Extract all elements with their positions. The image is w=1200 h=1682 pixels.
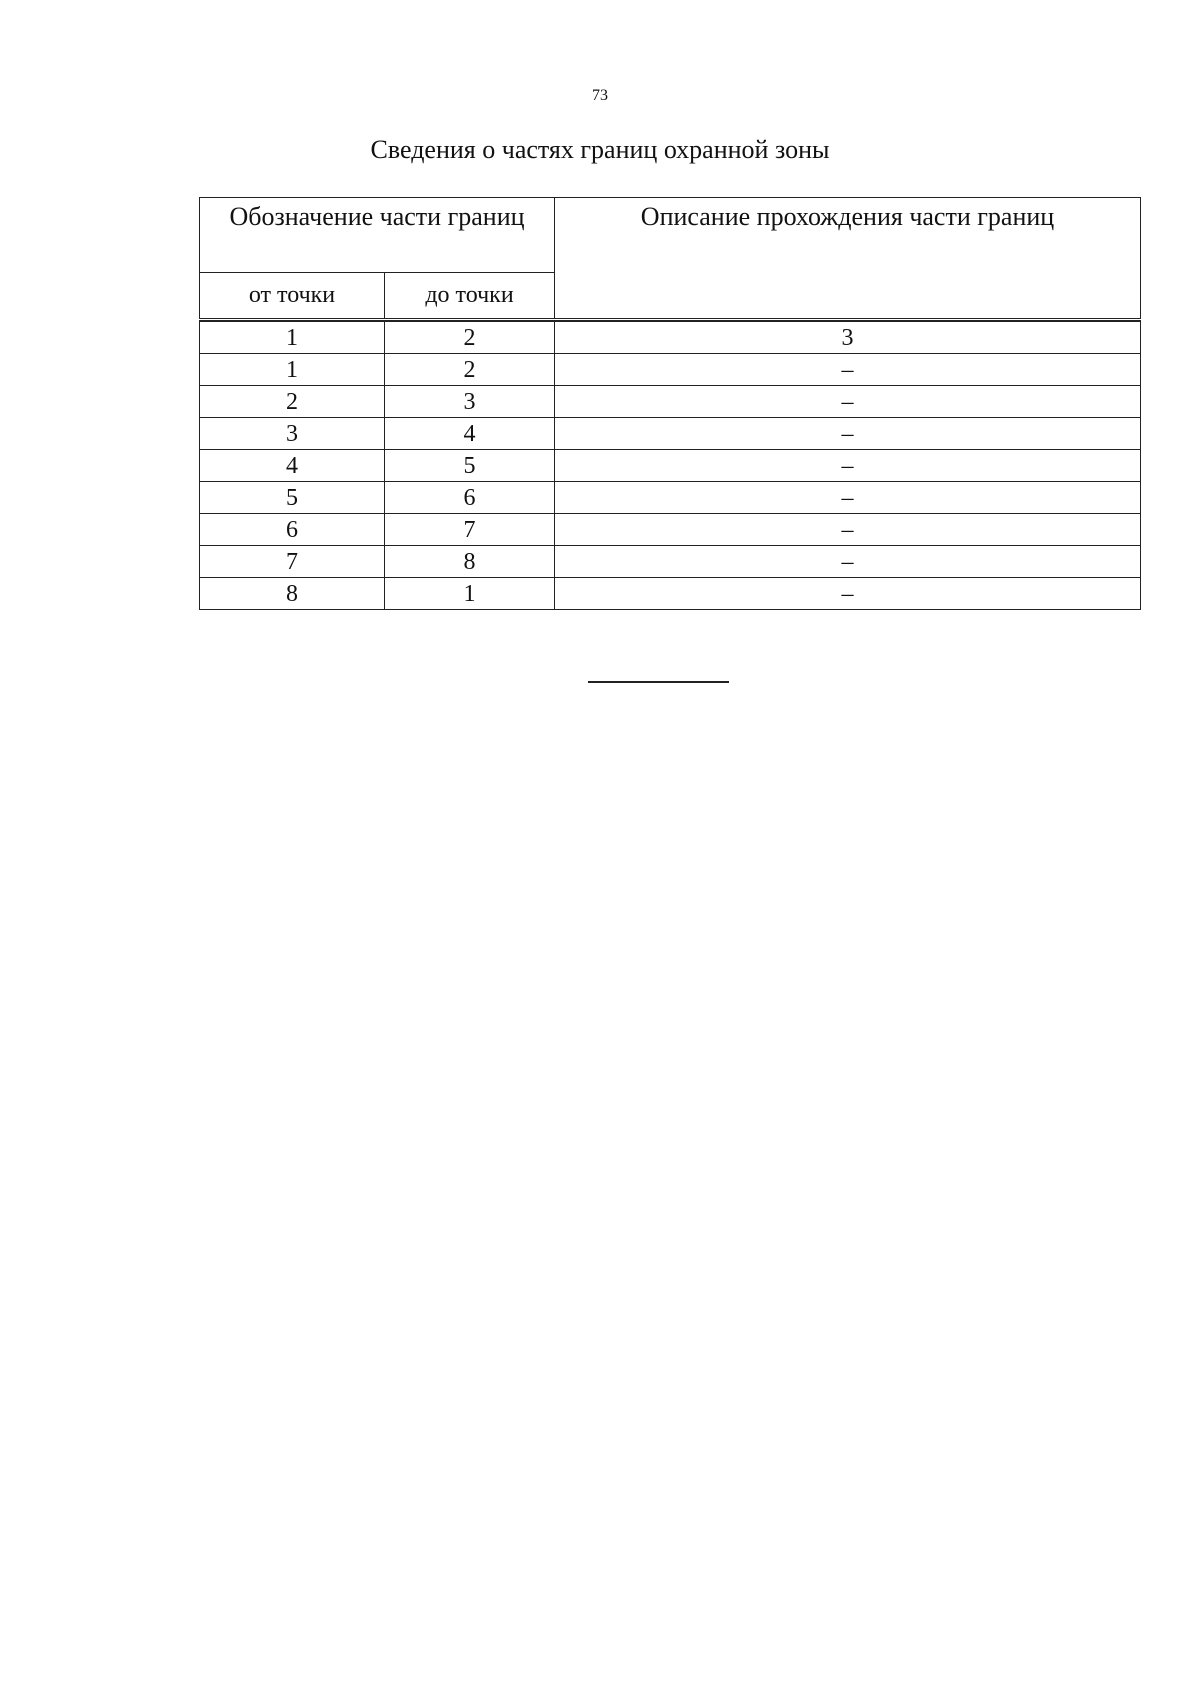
to-point-cell: 2	[385, 354, 555, 386]
from-point-cell: 3	[200, 418, 385, 450]
header-boundary-description: Описание прохождения части границ	[555, 198, 1141, 320]
table-row	[200, 386, 1141, 418]
from-point-cell: 1	[200, 354, 385, 386]
from-point-cell: 8	[200, 578, 385, 610]
table-row	[200, 546, 1141, 578]
to-point-cell: 3	[385, 386, 555, 418]
table-body	[200, 320, 1141, 610]
from-point-cell: 5	[200, 482, 385, 514]
document-title: Сведения о частях границ охранной зоны	[370, 135, 830, 164]
table-row	[200, 450, 1141, 482]
table-row	[200, 354, 1141, 386]
to-point-cell: 5	[385, 450, 555, 482]
to-point-cell: 4	[385, 418, 555, 450]
header-from-point: от точки	[200, 273, 385, 320]
description-cell: –	[555, 482, 1141, 514]
from-point-cell: 2	[200, 386, 385, 418]
from-point-cell: 6	[200, 514, 385, 546]
closing-rule	[588, 681, 729, 683]
description-cell: –	[555, 418, 1141, 450]
description-cell: –	[555, 514, 1141, 546]
to-point-cell: 1	[385, 578, 555, 610]
table-header	[200, 198, 1141, 320]
description-cell: –	[555, 450, 1141, 482]
header-boundary-designation: Обозначение части границ	[200, 198, 555, 273]
table-row	[200, 514, 1141, 546]
header-to-point: до точки	[385, 273, 555, 320]
to-point-cell: 8	[385, 546, 555, 578]
table-row	[200, 482, 1141, 514]
boundary-parts-table	[199, 197, 1141, 610]
from-point-cell: 7	[200, 546, 385, 578]
header-row-group	[200, 198, 1141, 273]
table-row	[200, 578, 1141, 610]
to-point-cell: 7	[385, 514, 555, 546]
column-number-cell: 1	[200, 322, 385, 354]
to-point-cell: 6	[385, 482, 555, 514]
description-cell: –	[555, 386, 1141, 418]
description-cell: –	[555, 578, 1141, 610]
page-number: 73	[592, 87, 608, 104]
column-number-cell: 2	[385, 322, 555, 354]
column-number-row	[200, 322, 1141, 354]
from-point-cell: 4	[200, 450, 385, 482]
description-cell: –	[555, 546, 1141, 578]
table-row	[200, 418, 1141, 450]
column-number-cell: 3	[555, 322, 1141, 354]
description-cell: –	[555, 354, 1141, 386]
